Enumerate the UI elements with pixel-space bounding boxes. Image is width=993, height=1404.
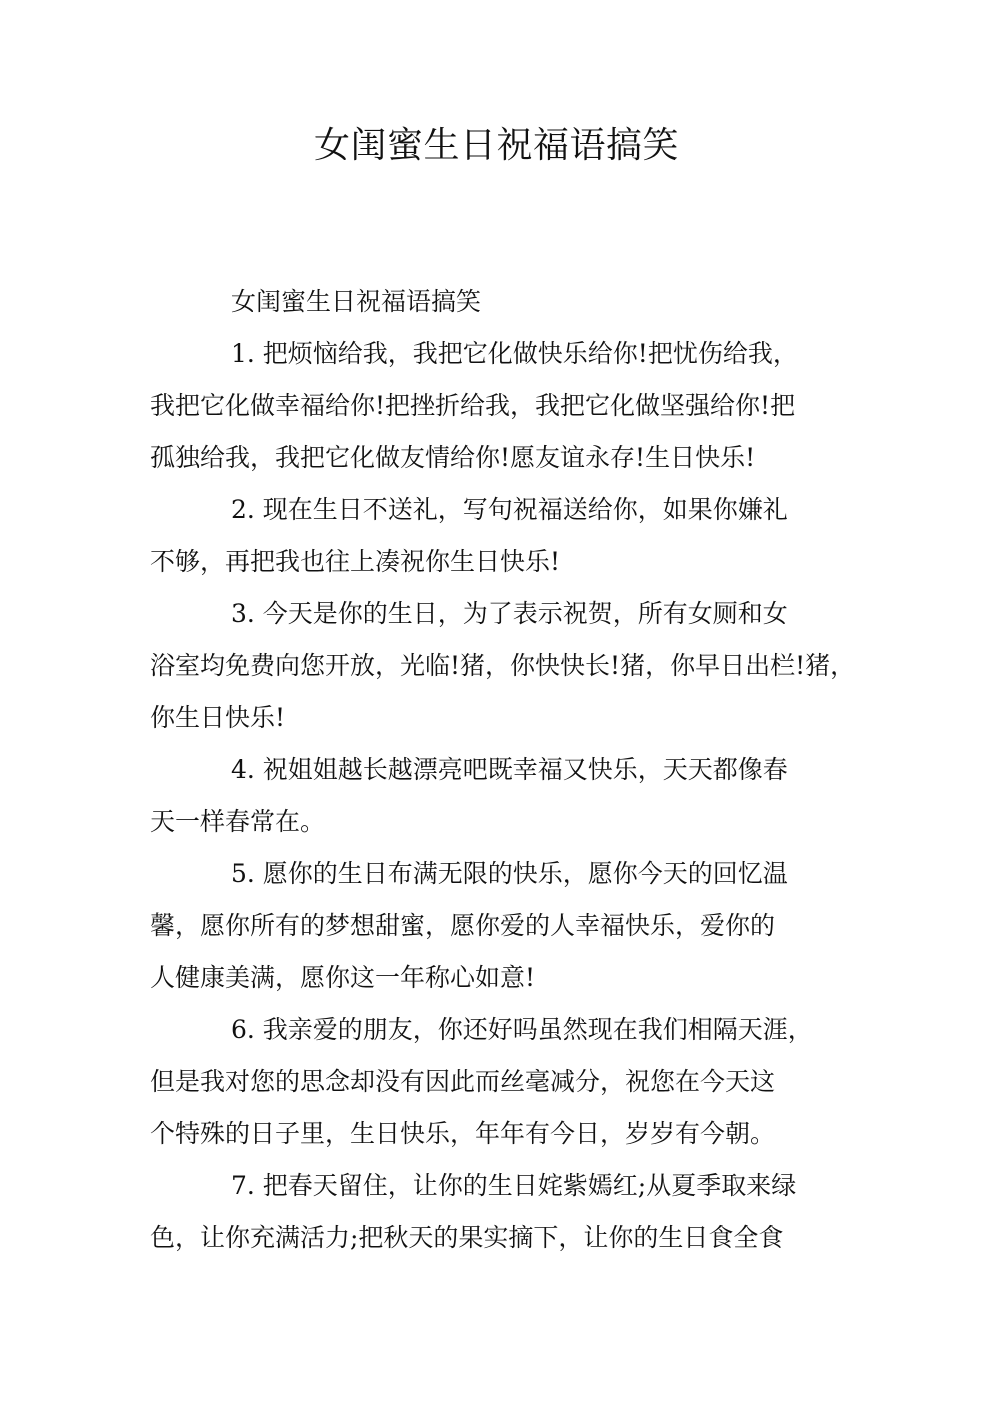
item-4-line-1: 4. 祝姐姐越长越漂亮吧既幸福又快乐，天天都像春: [231, 755, 788, 784]
item-5-line-3: 人健康美满，愿你这一年称心如意!: [150, 963, 536, 992]
item-5-line-1: 5. 愿你的生日布满无限的快乐，愿你今天的回忆温: [231, 859, 788, 888]
item-2-line-2: 不够，再把我也往上凑祝你生日快乐!: [150, 547, 561, 576]
item-3-line-2: 浴室均免费向您开放，光临!猪，你快快长!猪，你早日出栏!猪，: [150, 651, 856, 680]
page-title: 女闺蜜生日祝福语搞笑: [313, 125, 679, 166]
item-3-line-3: 你生日快乐!: [150, 703, 286, 732]
item-7-line-1: 7. 把春天留住，让你的生日姹紫嫣红;从夏季取来绿: [231, 1171, 797, 1200]
subtitle: 女闺蜜生日祝福语搞笑: [231, 287, 482, 316]
item-6-line-1: 6. 我亲爱的朋友，你还好吗虽然现在我们相隔天涯，: [231, 1015, 813, 1044]
item-2-line-1: 2. 现在生日不送礼，写句祝福送给你，如果你嫌礼: [231, 495, 788, 524]
item-6-line-3: 个特殊的日子里，生日快乐，年年有今日，岁岁有今朝。: [150, 1119, 776, 1148]
item-7-line-2: 色，让你充满活力;把秋天的果实摘下，让你的生日食全食: [150, 1223, 784, 1252]
item-1-line-2: 我把它化做幸福给你!把挫折给我，我把它化做坚强给你!把: [150, 391, 796, 420]
item-4-line-2: 天一样春常在。: [150, 807, 326, 836]
item-5-line-2: 馨，愿你所有的梦想甜蜜，愿你爱的人幸福快乐，爱你的: [150, 911, 776, 940]
item-3-line-1: 3. 今天是你的生日，为了表示祝贺，所有女厕和女: [231, 599, 788, 628]
item-1-line-1: 1. 把烦恼给我，我把它化做快乐给你!把忧伤给我，: [231, 339, 798, 368]
item-6-line-2: 但是我对您的思念却没有因此而丝毫减分，祝您在今天这: [150, 1067, 776, 1096]
item-1-line-3: 孤独给我，我把它化做友情给你!愿友谊永存!生日快乐!: [150, 443, 756, 472]
